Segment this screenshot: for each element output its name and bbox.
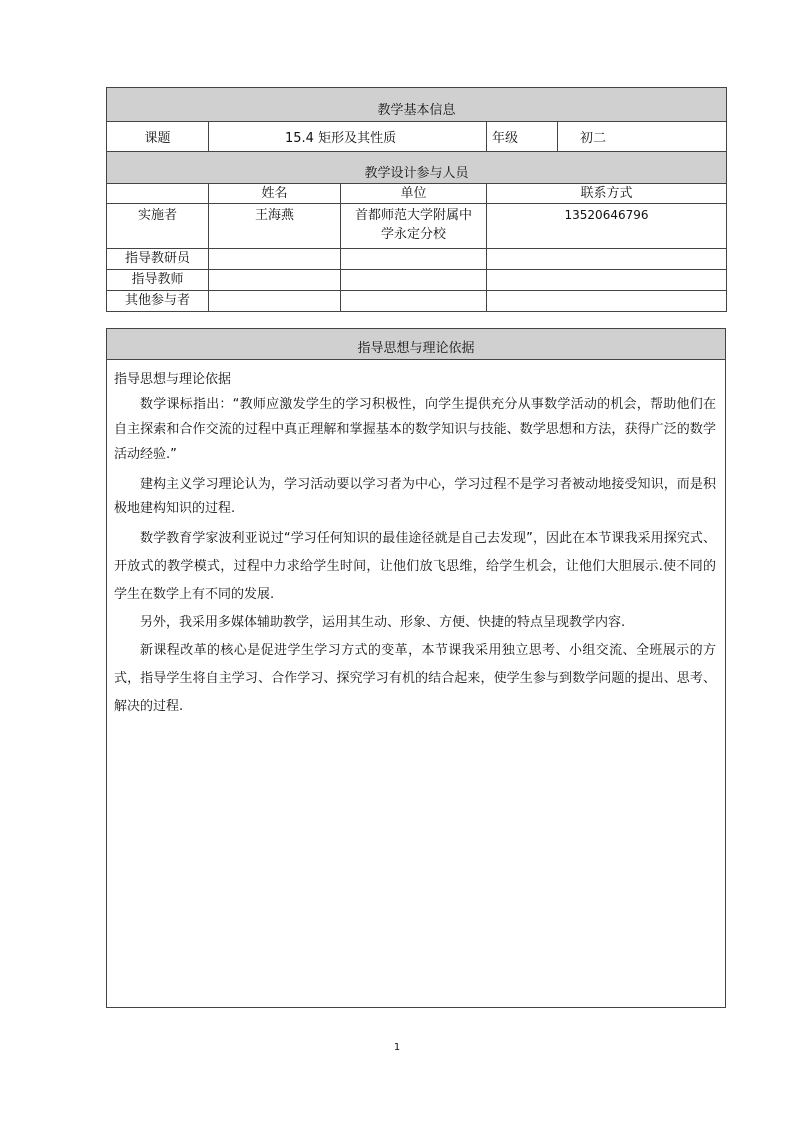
theory-lead: 指导思想与理论依据 <box>114 372 232 387</box>
theory-paragraph: 新课程改革的核心是促进学生学习方式的变革，本节课我采用独立思考、小组交流、全班展示的方式，指导学生将自主学习、合作学习、探究学习有机的结合起来，使学生参与到数学问题的提出、思考、解决的过程. <box>114 643 716 714</box>
table-row <box>107 204 727 249</box>
grade-value: 初二 <box>558 122 727 152</box>
theory-body <box>107 360 725 721</box>
theory-paragraph: 建构主义学习理论认为，学习活动要以学习者为中心，学习过程不是学习者被动地接受知识，而是积极地建构知识的过程. <box>114 477 716 516</box>
unit-cell <box>341 291 487 312</box>
theory-paragraph: 数学课标指出：“教师应激发学生的学习积极性，向学生提供充分从事数学活动的机会，帮助他们在自主探索和合作交流的过程中真正理解和掌握基本的数学知识与技能、数学思想和方法，获得广泛的数学活动经验.” <box>114 397 716 462</box>
column-header-contact: 联系方式 <box>487 184 727 204</box>
unit-cell <box>341 270 487 291</box>
name-cell <box>209 249 341 270</box>
column-header-unit: 单位 <box>341 184 487 204</box>
theory-title: 指导思想与理论依据 <box>357 341 475 356</box>
teaching-info-table <box>106 87 727 312</box>
role-cell: 指导教研员 <box>107 249 209 270</box>
grade-label: 年级 <box>487 122 558 152</box>
contact-cell <box>487 291 727 312</box>
table-row <box>107 249 727 270</box>
name-cell: 王海燕 <box>209 204 341 249</box>
column-header-role <box>107 184 209 204</box>
contact-cell <box>487 270 727 291</box>
theory-paragraph: 数学教育学家波利亚说过“学习任何知识的最佳途径就是自己去发现”，因此在本节课我采用探究式、开放式的教学模式，过程中力求给学生时间，让他们放飞思维，给学生机会，让他们大胆展示.使不同的学生在数学上有不同的发展. <box>114 531 716 602</box>
contact-cell: 13520646796 <box>487 204 727 249</box>
theory-section <box>106 328 726 1008</box>
design-team-header: 教学设计参与人员 <box>107 152 727 184</box>
basic-info-header: 教学基本信息 <box>107 88 727 122</box>
unit-cell <box>341 249 487 270</box>
table-row <box>107 270 727 291</box>
course-label: 课题 <box>107 122 209 152</box>
role-cell: 实施者 <box>107 204 209 249</box>
contact-cell <box>487 249 727 270</box>
course-value: 15.4 矩形及其性质 <box>209 122 487 152</box>
column-header-name: 姓名 <box>209 184 341 204</box>
role-cell: 其他参与者 <box>107 291 209 312</box>
role-cell: 指导教师 <box>107 270 209 291</box>
name-cell <box>209 270 341 291</box>
theory-paragraph: 另外，我采用多媒体辅助教学，运用其生动、形象、方便、快捷的特点呈现教学内容. <box>140 615 626 630</box>
name-cell <box>209 291 341 312</box>
theory-header <box>107 329 725 360</box>
unit-cell: 首都师范大学附属中学永定分校 <box>341 204 487 249</box>
table-row <box>107 291 727 312</box>
page-number: 1 <box>393 1042 401 1053</box>
